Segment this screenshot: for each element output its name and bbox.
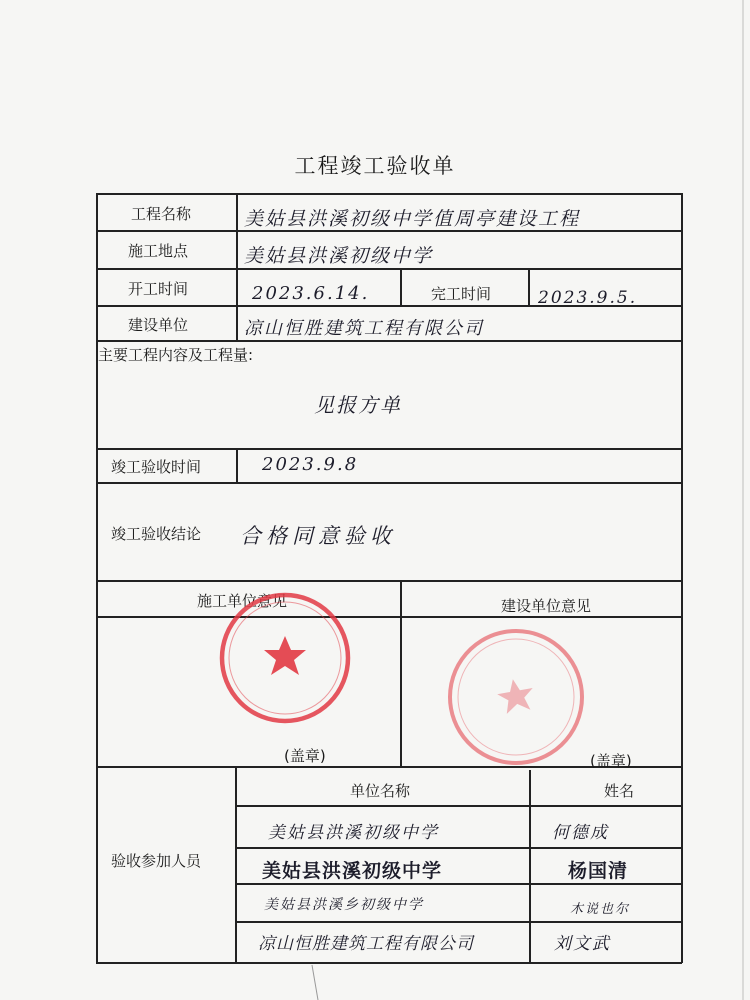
participants-label: 验收参加人员: [111, 852, 202, 870]
construction-opinion-header: 施工单位意见: [197, 592, 288, 610]
participant-unit: 美姑县洪溪初级中学: [268, 823, 439, 843]
participant-name: 杨国清: [568, 860, 629, 882]
owner-stamp-label: (盖章): [590, 752, 632, 770]
start-time-value: 2023.6.14.: [252, 283, 370, 304]
participant-name: 刘文武: [554, 934, 611, 954]
participant-unit: 美姑县洪溪初级中学: [262, 860, 443, 882]
unit-column-header: 单位名称: [350, 782, 411, 800]
owner-opinion-header: 建设单位意见: [501, 597, 592, 615]
content-label: 主要工程内容及工程量:: [98, 346, 254, 364]
builder-value: 凉山恒胜建筑工程有限公司: [244, 318, 484, 339]
construction-stamp-label: (盖章): [284, 747, 326, 765]
name-column-header: 姓名: [604, 782, 635, 800]
builder-label: 建设单位: [128, 316, 189, 334]
project-name-label: 工程名称: [131, 205, 192, 223]
school-seal: [434, 627, 594, 767]
start-time-label: 开工时间: [128, 280, 189, 298]
site-label: 施工地点: [128, 242, 189, 260]
project-name-value: 美姑县洪溪初级中学值周亭建设工程: [244, 208, 581, 230]
content-value: 见报方单: [314, 393, 402, 417]
participant-name: 何德成: [552, 823, 609, 843]
participant-name: 木说也尔: [570, 902, 631, 917]
construction-company-seal: [205, 592, 365, 724]
accept-time-value: 2023.9.8: [262, 454, 359, 475]
site-value: 美姑县洪溪初级中学: [244, 245, 434, 267]
finish-time-value: 2023.9.5.: [538, 288, 638, 308]
participant-unit: 凉山恒胜建筑工程有限公司: [258, 934, 474, 954]
conclusion-value: 合格同意验收: [240, 524, 396, 548]
finish-time-label: 完工时间: [431, 285, 492, 303]
conclusion-label: 竣工验收结论: [111, 525, 202, 543]
accept-time-label: 竣工验收时间: [111, 458, 202, 476]
document-title: 工程竣工验收单: [294, 154, 456, 178]
participant-unit: 美姑县洪溪乡初级中学: [264, 897, 424, 913]
